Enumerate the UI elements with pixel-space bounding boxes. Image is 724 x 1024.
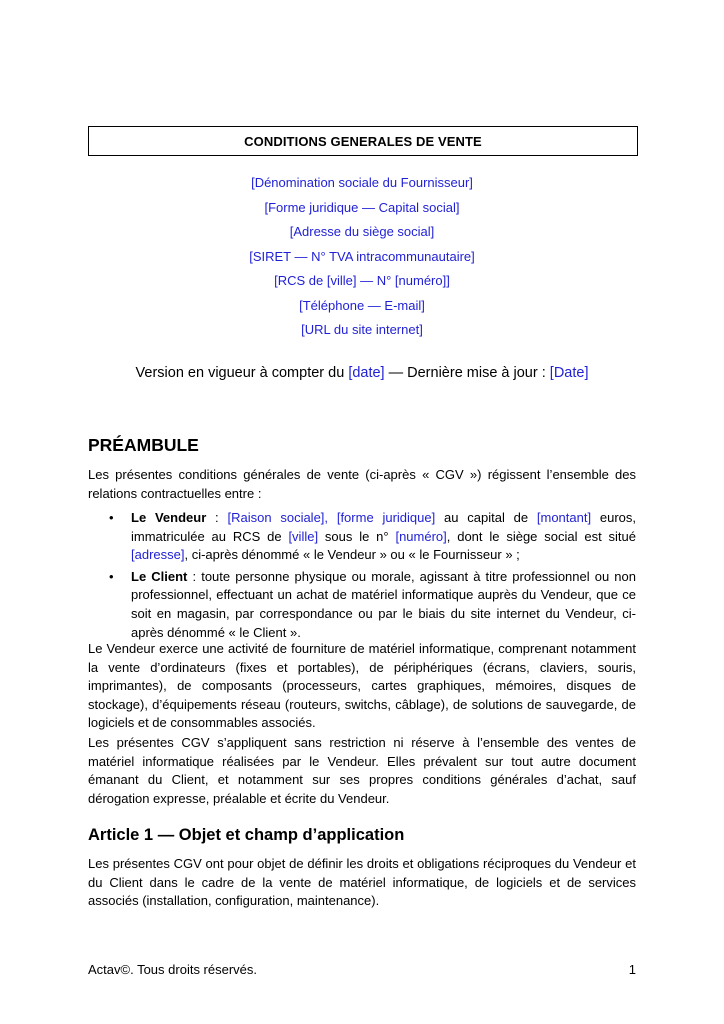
vendor-city-placeholder: [ville] bbox=[288, 528, 319, 544]
vendor-name-placeholder: [Raison sociale], bbox=[227, 510, 329, 525]
vendor-sep: : bbox=[206, 510, 228, 525]
vendor-text-4: , dont le siège social est situé bbox=[446, 528, 636, 544]
supplier-url-placeholder: [URL du site internet] bbox=[301, 322, 423, 337]
vendor-text-1: au capital de bbox=[435, 510, 537, 525]
version-date-placeholder: [date] bbox=[348, 365, 385, 381]
bullet-icon: • bbox=[109, 510, 114, 525]
page-number: 1 bbox=[628, 962, 636, 977]
supplier-block bbox=[88, 171, 636, 343]
version-prefix: Version en vigueur à compter du bbox=[135, 365, 349, 381]
supplier-siret-placeholder: [SIRET — N° TVA intracommunautaire] bbox=[249, 248, 475, 264]
version-middle: — Dernière mise à jour : bbox=[384, 365, 550, 381]
vendor-text-2: euros, immatriculée au RCS de bbox=[131, 510, 636, 544]
parties-list bbox=[88, 509, 636, 645]
scope-paragraph: Les présentes CGV s’appliquent sans restriction ni réserve à l’ensemble des ventes de matériel informatique réalisées par le Vendeur. Elles prévalent sur tout autre document émanant du Client, et notamment sur ses propres conditions générales d’achat, sauf dérogation expresse, préalable et écrite du Vendeur. bbox=[88, 735, 636, 806]
article-1-heading: Article 1 — Objet et champ d’application bbox=[88, 826, 405, 844]
vendor-label: Le Vendeur bbox=[131, 510, 207, 525]
vendor-address-placeholder: [adresse] bbox=[131, 547, 185, 563]
client-definition: : toute personne physique ou morale, agissant à titre professionnel ou non professionnel, effectuant un achat de matériel informatique auprès du Vendeur, que ce soit en magasin, par correspondance ou par le biais du site internet du Vendeur, ci-après dénommé « le Client ». bbox=[131, 568, 636, 640]
list-item bbox=[88, 509, 636, 565]
supplier-address-placeholder: [Adresse du siège social] bbox=[289, 224, 435, 239]
bullet-icon: • bbox=[109, 568, 114, 584]
supplier-name-placeholder: [Dénomination sociale du Fournisseur] bbox=[251, 175, 473, 190]
vendor-amount-placeholder: [montant] bbox=[536, 510, 592, 525]
activity-paragraph: Le Vendeur exerce une activité de fourniture de matériel informatique, comprenant notamment la vente d’ordinateurs (fixes et portables), de périphériques (écrans, claviers, souris, imprimantes), de composants (processeurs, cartes graphiques, mémoires, disques de stockage), d’équipements réseau (routeurs, switchs, câblage), de solutions de sauvegarde, de logiciels et de consommables associés. bbox=[88, 641, 636, 731]
document-title bbox=[88, 126, 638, 156]
preamble-heading: PRÉAMBULE bbox=[88, 435, 199, 455]
vendor-text-5: , ci-après dénommé « le Vendeur » ou « le Fournisseur » ; bbox=[184, 547, 520, 563]
preamble-intro: Les présentes conditions générales de vente (ci-après « CGV ») régissent l’ensemble des relations contractuelles entre : bbox=[88, 467, 636, 501]
supplier-legal-form-placeholder: [Forme juridique — Capital social] bbox=[264, 199, 460, 215]
version-line bbox=[88, 365, 636, 381]
footer-copyright: Actav©. Tous droits réservés. bbox=[88, 962, 258, 977]
article-1-paragraph: Les présentes CGV ont pour objet de définir les droits et obligations réciproques du Vendeur et du Client dans le cadre de la vente de matériel informatique, de logiciels et de services associés (installation, configuration, maintenance). bbox=[88, 856, 636, 909]
version-update-placeholder: [Date] bbox=[549, 365, 589, 381]
vendor-space bbox=[328, 510, 337, 525]
client-label: Le Client bbox=[131, 568, 188, 584]
supplier-rcs-placeholder: [RCS de [ville] — N° [numéro]] bbox=[274, 273, 450, 288]
vendor-text-3: sous le n° bbox=[318, 528, 396, 544]
vendor-form-placeholder: [forme juridique] bbox=[336, 510, 436, 525]
vendor-number-placeholder: [numéro] bbox=[395, 528, 447, 544]
list-item bbox=[88, 568, 636, 642]
supplier-contact-placeholder: [Téléphone — E-mail] bbox=[299, 297, 425, 313]
document-title-text: CONDITIONS GENERALES DE VENTE bbox=[244, 133, 482, 149]
